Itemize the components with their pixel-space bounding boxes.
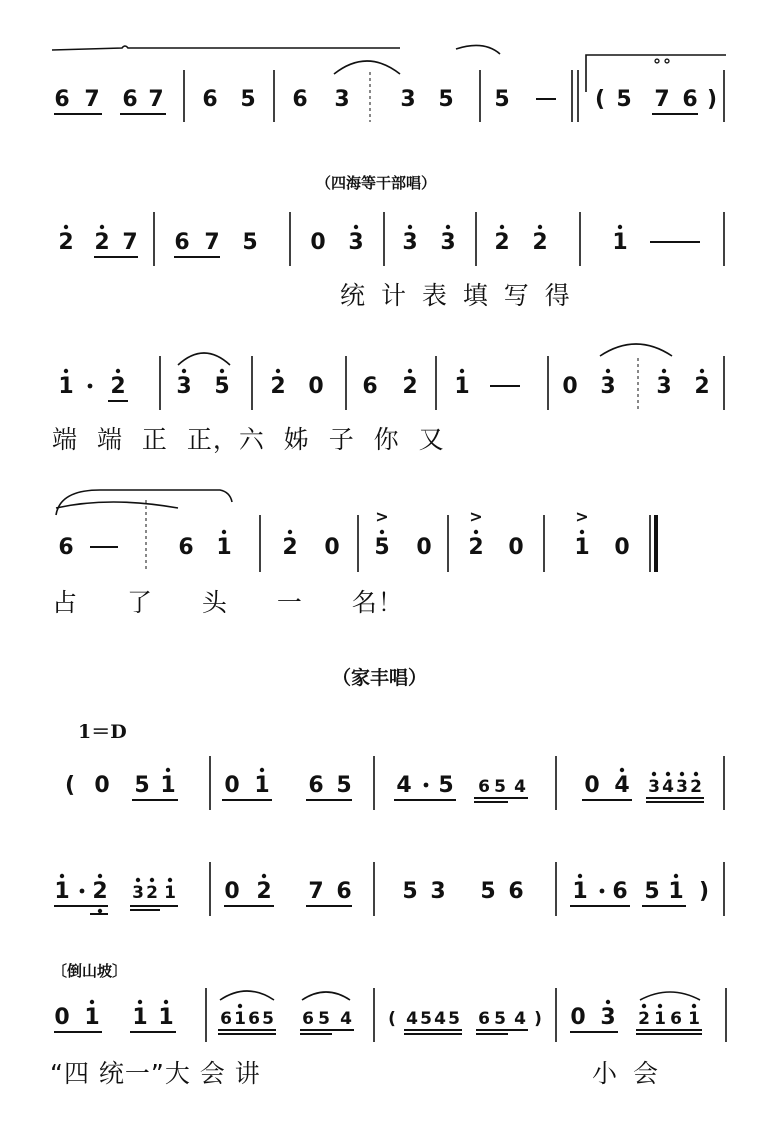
- jianpu-note: 1: [254, 773, 270, 798]
- final-barline: [654, 515, 658, 572]
- octave-dot-above: [408, 369, 412, 373]
- jianpu-note: 5: [494, 777, 506, 797]
- jianpu-note: 0: [508, 535, 524, 560]
- jianpu-note: 0: [308, 374, 324, 399]
- jianpu-note: 3: [334, 87, 350, 112]
- jianpu-note: 4: [514, 777, 526, 797]
- jianpu-note: 5: [448, 1009, 460, 1029]
- lyrics-line-4b: 小 会: [592, 1059, 659, 1088]
- jianpu-note: 0: [224, 879, 240, 904]
- jianpu-note: 5: [616, 87, 632, 112]
- jianpu-note: 6: [292, 87, 308, 112]
- jianpu-note: 0: [310, 230, 326, 255]
- octave-dot-above: [666, 772, 670, 776]
- jianpu-note: 2: [270, 374, 286, 399]
- octave-dot-above: [220, 369, 224, 373]
- jianpu-note: ): [698, 879, 710, 904]
- octave-dot-above: [538, 225, 542, 229]
- octave-dot-above: [288, 530, 292, 534]
- octave-dot-above: [606, 369, 610, 373]
- jianpu-note: 0: [324, 535, 340, 560]
- slur: [52, 46, 400, 50]
- jianpu-note: 6: [174, 230, 190, 255]
- jianpu-note: 0: [614, 535, 630, 560]
- octave-dot-above: [694, 772, 698, 776]
- lyrics-line-1: 统 计 表 填 写 得: [340, 281, 571, 310]
- accent-mark: >: [575, 507, 589, 526]
- jianpu-note: 6: [308, 773, 324, 798]
- slur: [178, 353, 230, 365]
- slur: [456, 45, 500, 54]
- jianpu-note: 0: [584, 773, 600, 798]
- octave-dot-above: [692, 1004, 696, 1008]
- jianpu-note: 7: [148, 87, 164, 112]
- jianpu-note: 6: [478, 1009, 490, 1029]
- octave-dot-above: [652, 772, 656, 776]
- jianpu-note: 5: [318, 1009, 330, 1029]
- jianpu-note: 1: [574, 535, 590, 560]
- jianpu-note: 6: [248, 1009, 260, 1029]
- octave-dot-above: [620, 768, 624, 772]
- jianpu-note: 3: [402, 230, 418, 255]
- jianpu-note: 3: [656, 374, 672, 399]
- jianpu-note: 1: [668, 879, 684, 904]
- jianpu-note: 2: [110, 374, 126, 399]
- jianpu-note: 3: [176, 374, 192, 399]
- jianpu-note: 1: [158, 1005, 174, 1030]
- jianpu-note: 6: [508, 879, 524, 904]
- jianpu-note: 6: [478, 777, 490, 797]
- octave-dot-above: [674, 874, 678, 878]
- octave-dot-above: [64, 225, 68, 229]
- octave-dot-above: [238, 1004, 242, 1008]
- jianpu-note: 5: [262, 1009, 274, 1029]
- octave-dot-above: [408, 225, 412, 229]
- accent-mark: >: [469, 507, 483, 526]
- jianpu-note: 0: [94, 773, 110, 798]
- jianpu-note: 3: [348, 230, 364, 255]
- jianpu-note: 3: [600, 1005, 616, 1030]
- octave-dot-above: [64, 369, 68, 373]
- slur: [334, 61, 400, 74]
- jianpu-note: 2: [146, 883, 158, 903]
- jianpu-note: (: [594, 87, 606, 112]
- octave-dot-above: [222, 530, 226, 534]
- jianpu-note: 3: [676, 777, 688, 797]
- octave-dot-above: [700, 369, 704, 373]
- jianpu-note: ): [534, 1009, 542, 1029]
- slur: [302, 992, 350, 1000]
- octave-dot-above: [578, 874, 582, 878]
- slur: [600, 344, 672, 356]
- jianpu-note: 5: [336, 773, 352, 798]
- octave-dot-above: [446, 225, 450, 229]
- jianpu-note: 0: [570, 1005, 586, 1030]
- octave-dot-above: [116, 369, 120, 373]
- jianpu-note: 3: [648, 777, 660, 797]
- jianpu-note: 1: [58, 374, 74, 399]
- augmentation-dot: [600, 889, 605, 894]
- jianpu-note: 5: [438, 87, 454, 112]
- octave-dot-above: [98, 874, 102, 878]
- jianpu-note: 5: [402, 879, 418, 904]
- jianpu-note: 6: [670, 1009, 682, 1029]
- jianpu-note: 3: [400, 87, 416, 112]
- lyrics-line-4a: “四 统一”大 会 讲: [50, 1059, 261, 1088]
- octave-dot-above: [100, 225, 104, 229]
- jianpu-note: 3: [600, 374, 616, 399]
- jianpu-note: 2: [282, 535, 298, 560]
- octave-dot-above: [260, 768, 264, 772]
- slur: [220, 991, 274, 1000]
- jianpu-note: 2: [58, 230, 74, 255]
- octave-dot-above: [460, 369, 464, 373]
- jianpu-note: 2: [256, 879, 272, 904]
- jianpu-note: 4: [340, 1009, 352, 1029]
- jianpu-note: 0: [416, 535, 432, 560]
- jianpu-note: 5: [134, 773, 150, 798]
- jianpu-note: 1: [216, 535, 232, 560]
- jianpu-note: 2: [468, 535, 484, 560]
- jianpu-note: 2: [694, 374, 710, 399]
- jianpu-note: ): [706, 87, 718, 112]
- octave-dot-above: [138, 1000, 142, 1004]
- lyrics-line-2: 端 端 正 正，六 姊 子 你 又: [52, 425, 445, 454]
- jianpu-note: 5: [494, 1009, 506, 1029]
- octave-dot-above: [380, 530, 384, 534]
- octave-dot-above: [262, 874, 266, 878]
- octave-dot-above: [164, 1000, 168, 1004]
- jianpu-note: 6: [54, 87, 70, 112]
- octave-dot-above: [680, 772, 684, 776]
- tune-label-daoshanpo: 〔倒山坡〕: [52, 962, 128, 980]
- octave-dot-above: [618, 225, 622, 229]
- jianpu-note: 1: [612, 230, 628, 255]
- section-label-sihai: （四海等干部唱）: [316, 174, 437, 192]
- jianpu-note: 5: [214, 374, 230, 399]
- jianpu-note: (: [388, 1009, 396, 1029]
- octave-dot-above: [60, 874, 64, 878]
- jianpu-note: 0: [54, 1005, 70, 1030]
- jianpu-note: 6: [202, 87, 218, 112]
- jianpu-note: 6: [178, 535, 194, 560]
- accent-mark: >: [375, 507, 389, 526]
- octave-dot-above: [662, 369, 666, 373]
- octave-dot-above: [500, 225, 504, 229]
- jianpu-note: 4: [396, 773, 412, 798]
- jianpu-note: 6: [362, 374, 378, 399]
- jianpu-note: 3: [430, 879, 446, 904]
- jianpu-note: 7: [654, 87, 670, 112]
- jianpu-note: 2: [402, 374, 418, 399]
- jianpu-note: 0: [224, 773, 240, 798]
- jianpu-note: 6: [682, 87, 698, 112]
- jianpu-note: 1: [160, 773, 176, 798]
- octave-dot-above: [606, 1000, 610, 1004]
- octave-dot-above: [642, 1004, 646, 1008]
- jianpu-note: 4: [662, 777, 674, 797]
- jianpu-note: 3: [440, 230, 456, 255]
- jianpu-note: 2: [690, 777, 702, 797]
- augmentation-dot: [88, 384, 93, 389]
- key-signature: 1＝D: [78, 721, 127, 743]
- jianpu-note: 6: [220, 1009, 232, 1029]
- jianpu-note: 5: [480, 879, 496, 904]
- octave-dot-above: [136, 878, 140, 882]
- octave-dot-below: [98, 909, 102, 913]
- jianpu-note: 7: [204, 230, 220, 255]
- octave-dot-above: [658, 1004, 662, 1008]
- octave-dot-above: [580, 530, 584, 534]
- slur: [56, 502, 178, 508]
- lyrics-line-3: 占 了 头 一 名！: [52, 588, 404, 617]
- jianpu-note: 5: [374, 535, 390, 560]
- octave-dot-above: [276, 369, 280, 373]
- octave-dot-above: [474, 530, 478, 534]
- volta-mark: ∘∘: [651, 51, 673, 70]
- jianpu-note: 7: [84, 87, 100, 112]
- octave-dot-above: [354, 225, 358, 229]
- jianpu-note: 2: [92, 879, 108, 904]
- section-label-jiafeng: （家丰唱）: [332, 667, 428, 689]
- jianpu-note: 5: [494, 87, 510, 112]
- jianpu-note: 1: [234, 1009, 246, 1029]
- jianpu-note: 6: [612, 879, 628, 904]
- jianpu-note: 7: [308, 879, 324, 904]
- jianpu-note: 2: [532, 230, 548, 255]
- jianpu-note: 1: [454, 374, 470, 399]
- jianpu-note: 2: [638, 1009, 650, 1029]
- slur: [640, 992, 700, 1000]
- jianpu-note: 4: [514, 1009, 526, 1029]
- slur: [56, 490, 232, 515]
- jianpu-note: 4: [434, 1009, 446, 1029]
- jianpu-note: 5: [420, 1009, 432, 1029]
- jianpu-note: 1: [84, 1005, 100, 1030]
- octave-dot-above: [182, 369, 186, 373]
- jianpu-note: 6: [122, 87, 138, 112]
- jianpu-note: 3: [132, 883, 144, 903]
- octave-dot-above: [150, 878, 154, 882]
- jianpu-note: (: [64, 773, 76, 798]
- jianpu-note: 5: [242, 230, 258, 255]
- jianpu-note: 5: [438, 773, 454, 798]
- octave-dot-above: [166, 768, 170, 772]
- octave-dot-above: [90, 1000, 94, 1004]
- jianpu-note: 7: [122, 230, 138, 255]
- jianpu-note: 6: [302, 1009, 314, 1029]
- jianpu-note: 6: [58, 535, 74, 560]
- jianpu-note: 1: [572, 879, 588, 904]
- jianpu-note: 2: [494, 230, 510, 255]
- jianpu-note: 4: [406, 1009, 418, 1029]
- jianpu-note: 1: [164, 883, 176, 903]
- jianpu-note: 1: [688, 1009, 700, 1029]
- octave-dot-above: [168, 878, 172, 882]
- jianpu-note: 0: [562, 374, 578, 399]
- jianpu-note: 5: [644, 879, 660, 904]
- jianpu-note: 6: [336, 879, 352, 904]
- jianpu-note: 1: [132, 1005, 148, 1030]
- jianpu-note: 4: [614, 773, 630, 798]
- jianpu-note: 1: [54, 879, 70, 904]
- augmentation-dot: [80, 889, 85, 894]
- jianpu-note: 1: [654, 1009, 666, 1029]
- jianpu-note: 5: [240, 87, 256, 112]
- augmentation-dot: [424, 783, 429, 788]
- jianpu-note: 2: [94, 230, 110, 255]
